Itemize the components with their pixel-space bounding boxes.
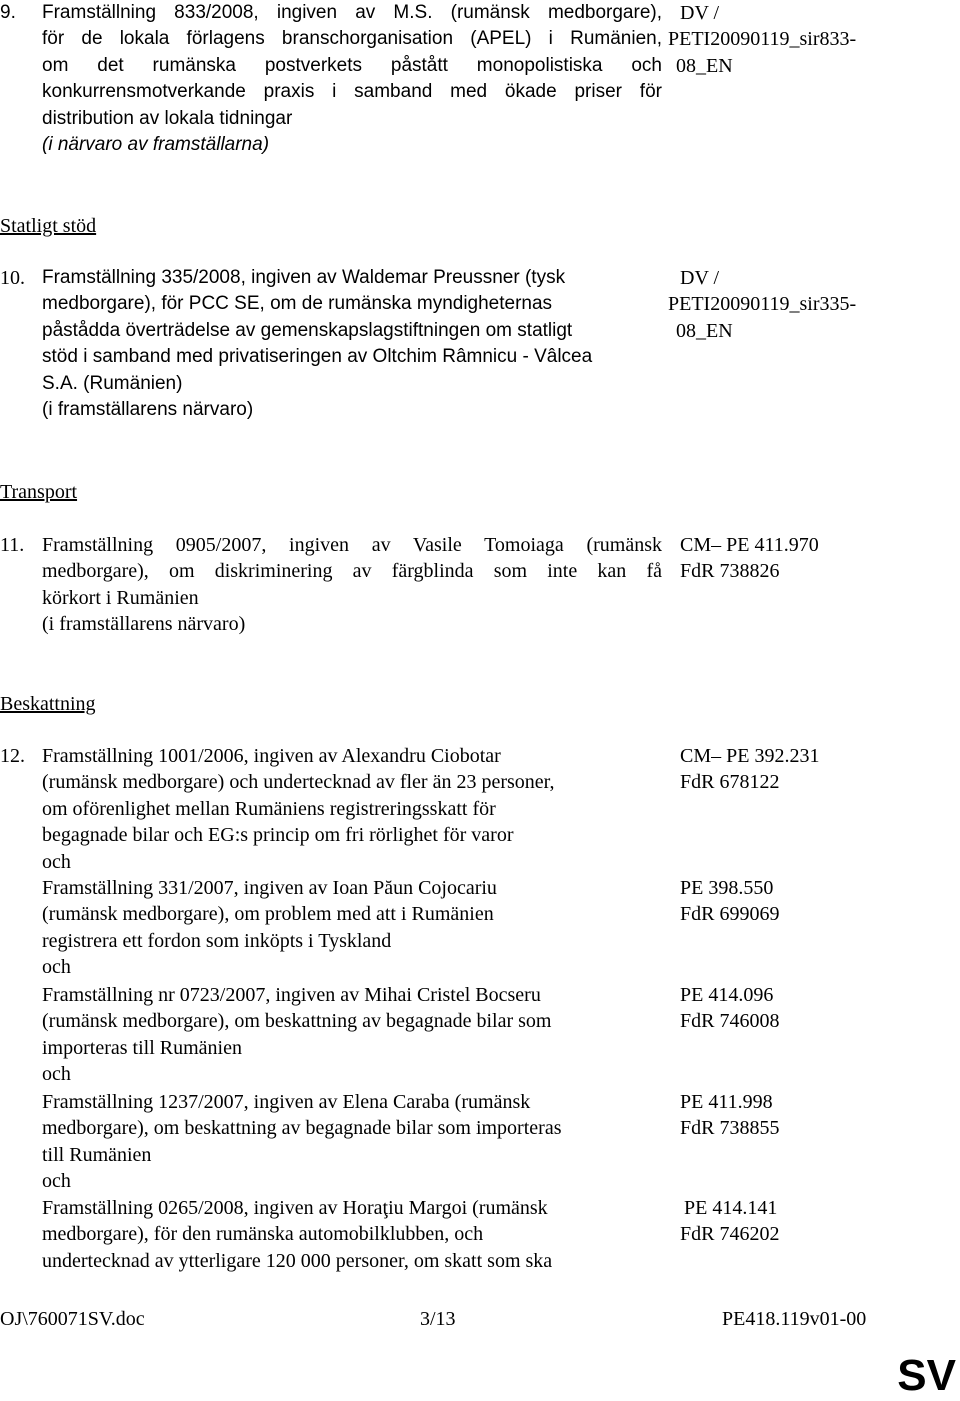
ref-line: PE 414.096 <box>680 984 774 1006</box>
document-reference <box>680 875 960 928</box>
footer-filename: OJ\760071SV.doc <box>0 1308 145 1330</box>
ref-line: 08_EN <box>676 319 733 342</box>
item-number: 11. <box>0 534 25 556</box>
footer-page-number: 3/13 <box>420 1308 456 1330</box>
text-line: Framställning 0265/2008, ingiven av Horaţiu Margoi (rumänsk <box>42 1197 548 1219</box>
ref-line: FdR 746008 <box>680 1010 780 1033</box>
ref-line: FdR 678122 <box>680 771 780 794</box>
connector-word: och <box>42 850 71 873</box>
text-line: medborgare), för PCC SE, om de rumänska myndigheternas <box>42 293 553 315</box>
document-reference <box>680 743 960 796</box>
document-reference <box>680 982 960 1035</box>
footer-document-reference: PE418.119v01-00 <box>722 1308 867 1330</box>
text-line: (rumänsk medborgare), om problem med att i Rumänien <box>42 903 494 926</box>
document-reference <box>680 1195 960 1248</box>
petition-text <box>42 265 662 423</box>
text-line: importeras till Rumänien <box>42 1036 242 1059</box>
section-heading: Beskattning <box>0 693 96 715</box>
ref-line: CM– PE 392.231 <box>680 745 820 767</box>
text-line: Framställning 1001/2006, ingiven av Alexandru Ciobotar <box>42 745 501 767</box>
ref-line: PE 414.141 <box>684 1197 778 1219</box>
text-line: begagnade bilar och EG:s princip om fri rörlighet för varor <box>42 824 514 847</box>
text-line: körkort i Rumänien <box>42 586 199 609</box>
ref-line: FdR 738855 <box>680 1117 780 1140</box>
text-line: Framställning nr 0723/2007, ingiven av Mihai Cristel Bocseru <box>42 984 541 1006</box>
connector-word: och <box>42 1170 71 1193</box>
text-line: stöd i samband med privatiseringen av Oltchim Râmnicu - Vâlcea <box>42 346 593 368</box>
connector-word: och <box>42 956 71 979</box>
text-line: medborgare), om diskriminering av färgblinda som inte kan få <box>42 560 662 583</box>
document-reference <box>680 1089 960 1142</box>
petition-text <box>42 743 662 875</box>
ref-line: 08_EN <box>676 54 733 77</box>
text-line: Framställning 833/2008, ingiven av M.S. (rumänsk medborgare), <box>42 2 662 23</box>
text-line: Framställning 1237/2007, ingiven av Elena Caraba (rumänsk <box>42 1091 531 1113</box>
presence-note: (i närvaro av framställarna) <box>42 134 270 156</box>
text-line: undertecknad av ytterligare 120 000 personer, om skatt som ska <box>42 1249 553 1272</box>
text-line: (rumänsk medborgare), om beskattning av begagnade bilar som <box>42 1010 552 1033</box>
petition-text <box>42 532 662 638</box>
ref-line: CM– PE 411.970 <box>680 534 819 556</box>
ref-line: FdR 699069 <box>680 903 780 926</box>
document-reference <box>668 265 948 344</box>
text-line: Framställning 0905/2007, ingiven av Vasile Tomoiaga (rumänsk <box>42 534 662 556</box>
presence-note: (i framställarens närvaro) <box>42 613 246 636</box>
text-line: medborgare), för den rumänska automobilklubben, och <box>42 1223 484 1246</box>
text-line: Framställning 335/2008, ingiven av Waldemar Preussner (tysk <box>42 267 566 288</box>
ref-line: PETI20090119_sir833- <box>668 28 857 51</box>
text-line: om oförenlighet mellan Rumäniens registreringsskatt för <box>42 797 496 820</box>
text-line: konkurrensmotverkande praxis i samband med ökade priser för <box>42 81 662 103</box>
ref-line: PE 398.550 <box>680 877 774 899</box>
text-line: för de lokala förlagens branschorganisation (APEL) i Rumänien, <box>42 28 662 50</box>
text-line: till Rumänien <box>42 1143 152 1166</box>
petition-text <box>42 1089 662 1195</box>
ref-line: DV / <box>680 2 720 24</box>
text-line: påstådda överträdelse av gemenskapslagstiftningen om statligt <box>42 319 573 341</box>
item-number: 12. <box>0 745 25 767</box>
petition-text <box>42 0 662 158</box>
text-line: S.A. (Rumänien) <box>42 372 183 394</box>
ref-line: DV / <box>680 267 720 289</box>
petition-text <box>42 1195 662 1274</box>
presence-note: (i framställarens närvaro) <box>42 399 254 421</box>
section-heading: Statligt stöd <box>0 215 97 237</box>
section-heading: Transport <box>0 481 78 503</box>
item-number: 10. <box>0 267 25 289</box>
petition-text <box>42 875 662 981</box>
document-reference <box>668 0 948 79</box>
text-line: Framställning 331/2007, ingiven av Ioan Păun Cojocariu <box>42 877 497 899</box>
document-reference <box>680 532 960 585</box>
petition-text <box>42 982 662 1088</box>
ref-line: PE 411.998 <box>680 1091 773 1113</box>
text-line: distribution av lokala tidningar <box>42 107 293 129</box>
language-code: SV <box>897 1351 956 1400</box>
ref-line: FdR 738826 <box>680 560 780 583</box>
text-line: om det rumänska postverkets påstått monopolistiska och <box>42 54 662 76</box>
connector-word: och <box>42 1063 71 1086</box>
item-number: 9. <box>0 2 16 23</box>
text-line: medborgare), om beskattning av begagnade bilar som importeras <box>42 1117 562 1140</box>
ref-line: PETI20090119_sir335- <box>668 293 857 316</box>
text-line: registrera ett fordon som inköpts i Tyskland <box>42 929 392 952</box>
text-line: (rumänsk medborgare) och undertecknad av fler än 23 personer, <box>42 771 555 794</box>
ref-line: FdR 746202 <box>680 1223 780 1246</box>
